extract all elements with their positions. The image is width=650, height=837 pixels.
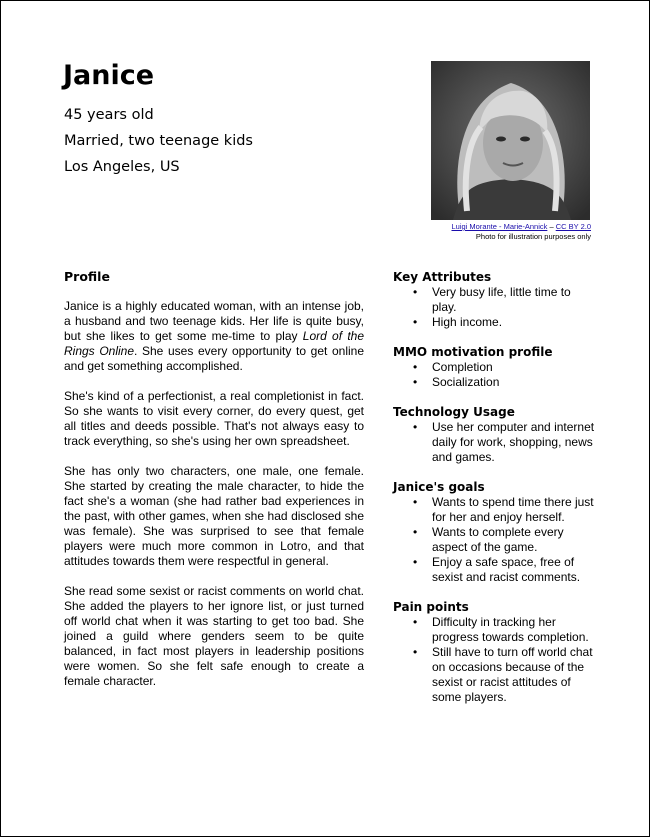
list-item: • Still have to turn off world chat on occasions because of the sexist or racist attitudes of some players. xyxy=(432,645,598,705)
pain-points-list xyxy=(393,615,598,705)
goals-list xyxy=(393,495,598,585)
key-attributes-heading: Key Attributes xyxy=(393,270,492,284)
key-attributes-list xyxy=(393,285,598,330)
pain-points-heading: Pain points xyxy=(393,600,469,614)
profile-paragraph: She read some sexist or racist comments on world chat. She added the players to her ignore list, or just turned off world chat when it was starting to get too bad. She joined a guild where genders seem to be quite balanced, in fact most players in leadership positions were women. So she felt safe enough to create a female character. xyxy=(64,584,364,688)
persona-family: Married, two teenage kids xyxy=(64,133,253,149)
list-item: • High income. xyxy=(432,315,598,330)
photo-note: Photo for illustration purposes only xyxy=(475,232,591,241)
technology-heading: Technology Usage xyxy=(393,405,515,419)
motivation-list xyxy=(393,360,598,390)
photo-credit: Luigi Morante - Marie-Annick – CC BY 2.0 Photo for illustration purposes only xyxy=(451,222,591,241)
motivation-heading: MMO motivation profile xyxy=(393,345,553,359)
persona-location: Los Angeles, US xyxy=(64,159,180,175)
list-item: • Difficulty in tracking her progress towards completion. xyxy=(432,615,598,645)
list-item: • Use her computer and internet daily for work, shopping, news and games. xyxy=(432,420,598,465)
list-item: • Wants to spend time there just for her and enjoy herself. xyxy=(432,495,598,525)
list-item: • Enjoy a safe space, free of sexist and racist comments. xyxy=(432,555,598,585)
list-item: • Wants to complete every aspect of the game. xyxy=(432,525,598,555)
persona-photo xyxy=(431,61,590,220)
list-item: • Socialization xyxy=(432,375,598,390)
photo-license-link[interactable]: CC BY 2.0 xyxy=(555,222,591,231)
goals-heading: Janice's goals xyxy=(393,480,485,494)
technology-list xyxy=(393,420,598,465)
portrait-image xyxy=(431,61,590,220)
persona-name: Janice xyxy=(63,60,155,91)
profile-paragraph: She's kind of a perfectionist, a real completionist in fact. So she wants to visit every corner, do every quest, get all titles and deeds possible. That's not always easy to track everything, so she's using her own spreadsheet. xyxy=(64,389,364,448)
profile-paragraph: Janice is a highly educated woman, with an intense job, a husband and two teenage kids. Her life is quite busy, but she likes to get some me-time to play Lord of the Rings Online. She uses every opportunity to get online and get something accomplished. xyxy=(64,299,365,373)
persona-age: 45 years old xyxy=(64,107,154,123)
photo-author-link[interactable]: Luigi Morante - Marie-Annick xyxy=(451,222,548,231)
list-item: • Very busy life, little time to play. xyxy=(432,285,598,315)
profile-paragraph: She has only two characters, one male, one female. She started by creating the male character, to hide the fact she's a woman (she had rather bad experiences in the past, with other games, when she had disclosed she was female). She was surprised to see that female players were much more common in Lotro, and that attitudes towards them were respectful in general. xyxy=(64,464,364,568)
attributes-column xyxy=(393,270,598,720)
list-item: • Completion xyxy=(432,360,598,375)
profile-heading: Profile xyxy=(64,269,110,284)
profile-section xyxy=(64,269,364,704)
